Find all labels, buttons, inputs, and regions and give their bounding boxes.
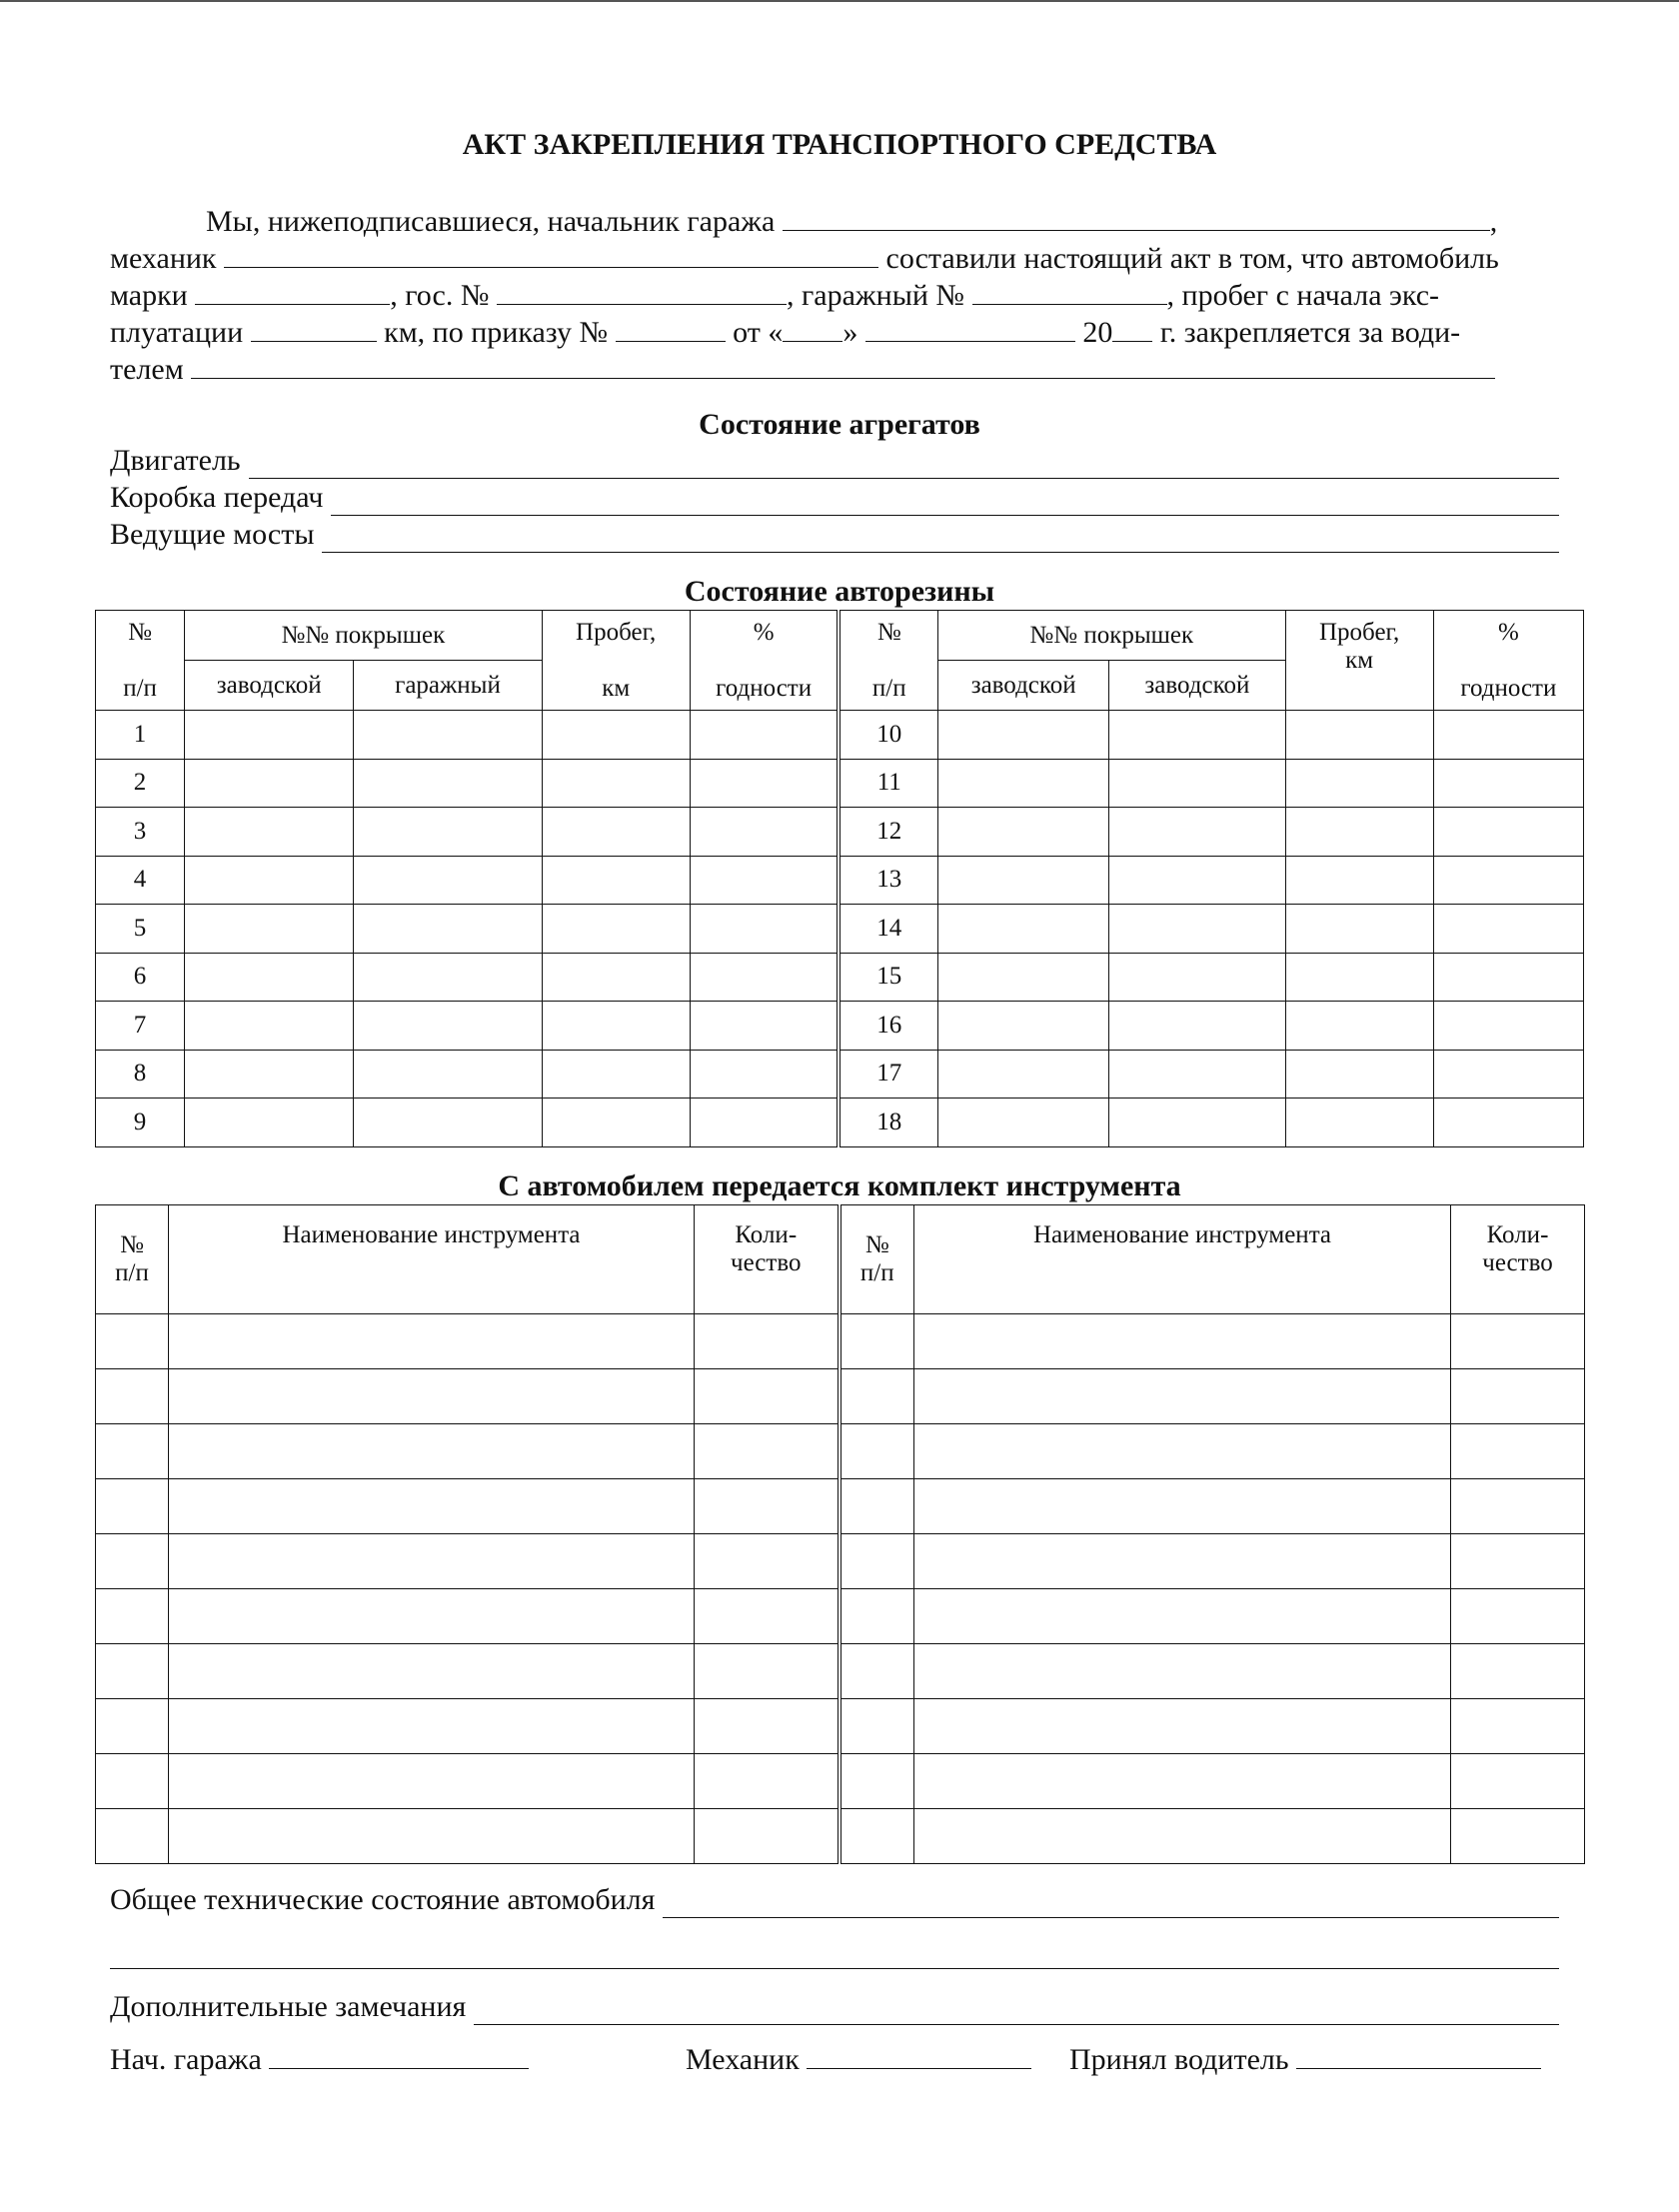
intro-line-2 xyxy=(110,241,1499,277)
signature-label: Механик xyxy=(686,2043,800,2076)
aggregate-axles-line xyxy=(110,517,1559,553)
garage-number-cell[interactable] xyxy=(354,905,542,954)
remarks-field[interactable] xyxy=(474,1997,1559,2025)
tool-name-cell[interactable] xyxy=(914,1699,1451,1754)
tool-name-cell[interactable] xyxy=(169,1589,695,1644)
table-row xyxy=(96,759,1584,808)
row-number: 12 xyxy=(839,808,937,857)
factory-number-cell[interactable] xyxy=(1109,953,1285,1002)
tools-body xyxy=(96,1314,1585,1864)
table-row xyxy=(96,808,1584,857)
tool-qty-cell[interactable] xyxy=(695,1809,840,1864)
tools-header-row xyxy=(96,1205,1585,1314)
mechanic-name-field[interactable] xyxy=(224,241,878,268)
factory-number-cell[interactable] xyxy=(938,1050,1109,1099)
gearbox-state-field[interactable] xyxy=(331,488,1559,516)
tool-qty-cell[interactable] xyxy=(1451,1424,1585,1479)
intro-line-4 xyxy=(110,315,1460,351)
row-number: 14 xyxy=(839,905,937,954)
order-year-field[interactable] xyxy=(1112,315,1152,342)
factory-number-cell[interactable] xyxy=(938,953,1109,1002)
garage-head-name-field[interactable] xyxy=(783,204,1490,231)
document-title: АКТ ЗАКРЕПЛЕНИЯ ТРАНСПОРТНОГО СРЕДСТВА xyxy=(462,128,1217,161)
driver-signature-field[interactable] xyxy=(1296,2042,1541,2069)
tires-mileage-header: Пробег, км xyxy=(1285,611,1433,711)
tool-qty-cell[interactable] xyxy=(695,1369,840,1424)
table-row xyxy=(96,1699,1585,1754)
tool-no-cell[interactable] xyxy=(840,1754,914,1809)
axles-state-field[interactable] xyxy=(322,525,1559,553)
tool-qty-cell[interactable] xyxy=(695,1534,840,1589)
intro-text: , гос. № xyxy=(390,279,490,312)
factory-number-cell[interactable] xyxy=(1109,808,1285,857)
mileage-cell[interactable] xyxy=(1285,953,1433,1002)
tool-no-cell[interactable] xyxy=(96,1424,169,1479)
signature-mechanic xyxy=(686,2042,1031,2077)
intro-text: от « xyxy=(733,316,784,349)
tool-name-cell[interactable] xyxy=(914,1534,1451,1589)
general-state-field-line-2[interactable] xyxy=(110,1941,1559,1969)
table-row xyxy=(96,1589,1585,1644)
tires-numbers-header: №№ покрышек xyxy=(185,611,542,661)
garage-number-field[interactable] xyxy=(972,278,1167,305)
row-number: 10 xyxy=(839,711,937,760)
factory-number-cell[interactable] xyxy=(938,1002,1109,1051)
wear-percent-cell[interactable] xyxy=(690,1002,839,1051)
aggregate-label: Коробка передач xyxy=(110,481,324,514)
remarks-line xyxy=(110,1989,1559,2025)
wear-percent-cell[interactable] xyxy=(690,711,839,760)
signature-label: Нач. гаража xyxy=(110,2043,262,2076)
intro-text: телем xyxy=(110,353,184,386)
tool-name-cell[interactable] xyxy=(914,1314,1451,1369)
tool-no-cell[interactable] xyxy=(96,1314,169,1369)
intro-text: марки xyxy=(110,279,188,312)
mileage-cell[interactable] xyxy=(1285,759,1433,808)
remarks-label: Дополнительные замечания xyxy=(110,1990,467,2023)
factory-number-cell[interactable] xyxy=(1109,905,1285,954)
tires-numbers-header: №№ покрышек xyxy=(938,611,1285,661)
row-number: 11 xyxy=(839,759,937,808)
garage-number-cell[interactable] xyxy=(354,953,542,1002)
intro-text: составили настоящий акт в том, что автомобиль xyxy=(885,242,1499,275)
tool-name-cell[interactable] xyxy=(169,1369,695,1424)
row-number: 16 xyxy=(839,1002,937,1051)
mileage-cell[interactable] xyxy=(1285,1099,1433,1147)
tools-heading: С автомобилем передается комплект инструмента xyxy=(498,1169,1181,1202)
tool-qty-cell[interactable] xyxy=(1451,1699,1585,1754)
intro-text: , гаражный № xyxy=(786,279,965,312)
aggregate-label: Двигатель xyxy=(110,444,241,477)
factory-number-cell[interactable] xyxy=(938,808,1109,857)
tool-qty-cell[interactable] xyxy=(695,1589,840,1644)
tool-name-cell[interactable] xyxy=(169,1644,695,1699)
tool-qty-cell[interactable] xyxy=(1451,1369,1585,1424)
factory-number-cell[interactable] xyxy=(1109,1099,1285,1147)
tool-qty-cell[interactable] xyxy=(695,1479,840,1534)
intro-text: » xyxy=(842,316,858,349)
factory-subheader: заводской xyxy=(938,661,1109,711)
wear-percent-cell[interactable] xyxy=(1433,1050,1583,1099)
tool-qty-cell[interactable] xyxy=(1451,1534,1585,1589)
signature-label: Принял водитель xyxy=(1069,2043,1289,2076)
tool-qty-cell[interactable] xyxy=(695,1424,840,1479)
garage-number-cell[interactable] xyxy=(354,711,542,760)
row-number: 7 xyxy=(96,1002,185,1051)
tool-no-cell[interactable] xyxy=(840,1314,914,1369)
tool-name-cell[interactable] xyxy=(914,1424,1451,1479)
factory-subheader: заводской xyxy=(185,661,354,711)
wear-percent-cell[interactable] xyxy=(1433,759,1583,808)
table-row xyxy=(96,1002,1584,1051)
tool-qty-cell[interactable] xyxy=(1451,1479,1585,1534)
wear-percent-cell[interactable] xyxy=(690,1099,839,1147)
wear-percent-cell[interactable] xyxy=(690,808,839,857)
intro-text: г. закрепляется за води- xyxy=(1159,316,1461,349)
factory-number-cell[interactable] xyxy=(1109,1050,1285,1099)
factory-number-cell[interactable] xyxy=(938,711,1109,760)
tools-name-header: Наименование инструмента xyxy=(169,1205,695,1314)
car-brand-field[interactable] xyxy=(195,278,390,305)
engine-state-field[interactable] xyxy=(249,451,1559,479)
tool-name-cell[interactable] xyxy=(169,1424,695,1479)
intro-line-5 xyxy=(110,352,1495,388)
table-row xyxy=(96,1424,1585,1479)
table-row xyxy=(96,953,1584,1002)
tool-no-cell[interactable] xyxy=(840,1479,914,1534)
wear-percent-cell[interactable] xyxy=(690,953,839,1002)
row-number: 3 xyxy=(96,808,185,857)
garage-number-cell[interactable] xyxy=(354,808,542,857)
intro-text: Мы, нижеподписавшиеся, начальник гаража xyxy=(206,205,776,238)
tires-no-header: № п/п xyxy=(839,611,937,711)
tool-name-cell[interactable] xyxy=(169,1479,695,1534)
tool-qty-cell[interactable] xyxy=(695,1314,840,1369)
wear-percent-cell[interactable] xyxy=(1433,1099,1583,1147)
tools-no-header: № п/п xyxy=(96,1205,169,1314)
garage-number-cell[interactable] xyxy=(354,1050,542,1099)
driver-name-field[interactable] xyxy=(191,352,1495,379)
order-month-field[interactable] xyxy=(865,315,1075,342)
table-row xyxy=(96,905,1584,954)
factory-number-cell[interactable] xyxy=(938,905,1109,954)
intro-text: , xyxy=(1489,205,1498,238)
intro-text: механик xyxy=(110,242,217,275)
tool-qty-cell[interactable] xyxy=(1451,1754,1585,1809)
table-row xyxy=(96,1809,1585,1864)
wear-percent-cell[interactable] xyxy=(690,905,839,954)
aggregates-heading: Состояние агрегатов xyxy=(699,408,980,441)
tool-name-cell[interactable] xyxy=(169,1534,695,1589)
factory-number-cell[interactable] xyxy=(185,759,354,808)
factory-number-cell[interactable] xyxy=(1109,1002,1285,1051)
tool-qty-cell[interactable] xyxy=(695,1699,840,1754)
table-row xyxy=(96,856,1584,905)
tool-no-cell[interactable] xyxy=(840,1424,914,1479)
tool-qty-cell[interactable] xyxy=(1451,1809,1585,1864)
wear-percent-cell[interactable] xyxy=(1433,905,1583,954)
factory-number-cell[interactable] xyxy=(185,905,354,954)
general-state-label: Общее технические состояние автомобиля xyxy=(110,1883,656,1916)
tool-name-cell[interactable] xyxy=(914,1369,1451,1424)
factory-number-cell[interactable] xyxy=(185,1002,354,1051)
factory-number-cell[interactable] xyxy=(1109,856,1285,905)
mechanic-signature-field[interactable] xyxy=(807,2042,1031,2069)
table-row xyxy=(96,711,1584,760)
tool-name-cell[interactable] xyxy=(914,1809,1451,1864)
garage-head-signature-field[interactable] xyxy=(269,2042,529,2069)
tires-body xyxy=(96,711,1584,1147)
row-number: 18 xyxy=(839,1099,937,1147)
mileage-cell[interactable] xyxy=(542,856,690,905)
tools-no-header: № п/п xyxy=(840,1205,914,1314)
intro-text: плуатации xyxy=(110,316,244,349)
table-row xyxy=(96,1099,1584,1147)
row-number: 9 xyxy=(96,1099,185,1147)
tires-no-header: № п/п xyxy=(96,611,185,711)
tool-no-cell[interactable] xyxy=(96,1699,169,1754)
tools-table xyxy=(95,1204,1585,1864)
tool-no-cell[interactable] xyxy=(840,1699,914,1754)
table-row xyxy=(96,1479,1585,1534)
wear-percent-cell[interactable] xyxy=(690,1050,839,1099)
factory-number-cell[interactable] xyxy=(185,953,354,1002)
garage-number-cell[interactable] xyxy=(354,856,542,905)
tool-no-cell[interactable] xyxy=(840,1589,914,1644)
wear-percent-cell[interactable] xyxy=(690,759,839,808)
tool-name-cell[interactable] xyxy=(169,1699,695,1754)
garage-subheader: гаражный xyxy=(354,661,542,711)
tool-qty-cell[interactable] xyxy=(695,1754,840,1809)
tires-header-row xyxy=(96,611,1584,661)
signature-garage-head xyxy=(110,2042,529,2077)
registration-number-field[interactable] xyxy=(497,278,787,305)
wear-percent-cell[interactable] xyxy=(1433,711,1583,760)
mileage-cell[interactable] xyxy=(542,953,690,1002)
wear-percent-cell[interactable] xyxy=(1433,808,1583,857)
tires-percent-header: % годности xyxy=(1433,611,1583,711)
row-number: 15 xyxy=(839,953,937,1002)
mileage-cell[interactable] xyxy=(1285,711,1433,760)
intro-line-1 xyxy=(206,204,1497,240)
tool-name-cell[interactable] xyxy=(914,1644,1451,1699)
factory-number-cell[interactable] xyxy=(185,808,354,857)
aggregate-label: Ведущие мосты xyxy=(110,518,315,551)
tool-no-cell[interactable] xyxy=(840,1644,914,1699)
general-state-line xyxy=(110,1882,1559,1918)
order-day-field[interactable] xyxy=(783,315,842,342)
mileage-cell[interactable] xyxy=(1285,1050,1433,1099)
tool-qty-cell[interactable] xyxy=(1451,1644,1585,1699)
tool-no-cell[interactable] xyxy=(840,1809,914,1864)
mileage-cell[interactable] xyxy=(542,711,690,760)
row-number: 5 xyxy=(96,905,185,954)
mileage-cell[interactable] xyxy=(1285,905,1433,954)
order-number-field[interactable] xyxy=(616,315,726,342)
tool-name-cell[interactable] xyxy=(169,1314,695,1369)
mileage-cell[interactable] xyxy=(542,808,690,857)
tool-name-cell[interactable] xyxy=(169,1809,695,1864)
tires-mileage-header: Пробег, км xyxy=(542,611,690,711)
mileage-field[interactable] xyxy=(251,315,377,342)
tool-name-cell[interactable] xyxy=(914,1754,1451,1809)
mileage-cell[interactable] xyxy=(542,759,690,808)
tool-qty-cell[interactable] xyxy=(1451,1589,1585,1644)
tools-qty-header: Коли- чество xyxy=(695,1205,840,1314)
tool-no-cell[interactable] xyxy=(96,1479,169,1534)
row-number: 17 xyxy=(839,1050,937,1099)
mileage-cell[interactable] xyxy=(1285,808,1433,857)
row-number: 6 xyxy=(96,953,185,1002)
tool-name-cell[interactable] xyxy=(169,1754,695,1809)
intro-text: , пробег с начала экс- xyxy=(1166,279,1440,312)
tool-qty-cell[interactable] xyxy=(1451,1314,1585,1369)
tool-no-cell[interactable] xyxy=(840,1534,914,1589)
intro-text: 20 xyxy=(1082,316,1113,349)
tool-no-cell[interactable] xyxy=(96,1809,169,1864)
row-number: 13 xyxy=(839,856,937,905)
intro-text: км, по приказу № xyxy=(384,316,609,349)
tires-table xyxy=(95,610,1584,1147)
factory-number-cell[interactable] xyxy=(185,1050,354,1099)
table-row xyxy=(96,1534,1585,1589)
tool-name-cell[interactable] xyxy=(914,1589,1451,1644)
factory-number-cell[interactable] xyxy=(1109,759,1285,808)
factory-number-cell[interactable] xyxy=(1109,711,1285,760)
table-row xyxy=(96,1050,1584,1099)
factory-number-cell[interactable] xyxy=(938,856,1109,905)
mileage-cell[interactable] xyxy=(1285,1002,1433,1051)
factory-subheader: заводской xyxy=(1109,661,1285,711)
garage-number-cell[interactable] xyxy=(354,759,542,808)
wear-percent-cell[interactable] xyxy=(1433,953,1583,1002)
tool-no-cell[interactable] xyxy=(840,1369,914,1424)
tool-qty-cell[interactable] xyxy=(695,1644,840,1699)
aggregate-engine-line xyxy=(110,443,1559,479)
intro-line-3 xyxy=(110,278,1439,314)
table-row xyxy=(96,1644,1585,1699)
wear-percent-cell[interactable] xyxy=(1433,856,1583,905)
tool-no-cell[interactable] xyxy=(96,1534,169,1589)
aggregate-gearbox-line xyxy=(110,480,1559,516)
factory-number-cell[interactable] xyxy=(938,1099,1109,1147)
tools-qty-header: Коли- чество xyxy=(1451,1205,1585,1314)
general-state-field[interactable] xyxy=(663,1890,1559,1918)
table-row xyxy=(96,1754,1585,1809)
table-row xyxy=(96,1314,1585,1369)
tools-name-header: Наименование инструмента xyxy=(914,1205,1451,1314)
tires-heading: Состояние авторезины xyxy=(684,575,995,608)
table-row xyxy=(96,1369,1585,1424)
garage-number-cell[interactable] xyxy=(354,1002,542,1051)
wear-percent-cell[interactable] xyxy=(1433,1002,1583,1051)
row-number: 1 xyxy=(96,711,185,760)
row-number: 4 xyxy=(96,856,185,905)
tool-no-cell[interactable] xyxy=(96,1644,169,1699)
factory-number-cell[interactable] xyxy=(185,1099,354,1147)
tool-name-cell[interactable] xyxy=(914,1479,1451,1534)
row-number: 8 xyxy=(96,1050,185,1099)
tool-no-cell[interactable] xyxy=(96,1589,169,1644)
tires-percent-header: % годности xyxy=(690,611,839,711)
page-top-border xyxy=(0,0,1679,2)
row-number: 2 xyxy=(96,759,185,808)
factory-number-cell[interactable] xyxy=(185,856,354,905)
mileage-cell[interactable] xyxy=(542,905,690,954)
wear-percent-cell[interactable] xyxy=(690,856,839,905)
mileage-cell[interactable] xyxy=(542,1050,690,1099)
signature-driver xyxy=(1069,2042,1541,2077)
tool-no-cell[interactable] xyxy=(96,1754,169,1809)
factory-number-cell[interactable] xyxy=(938,759,1109,808)
garage-number-cell[interactable] xyxy=(354,1099,542,1147)
mileage-cell[interactable] xyxy=(542,1002,690,1051)
tool-no-cell[interactable] xyxy=(96,1369,169,1424)
factory-number-cell[interactable] xyxy=(185,711,354,760)
mileage-cell[interactable] xyxy=(542,1099,690,1147)
mileage-cell[interactable] xyxy=(1285,856,1433,905)
